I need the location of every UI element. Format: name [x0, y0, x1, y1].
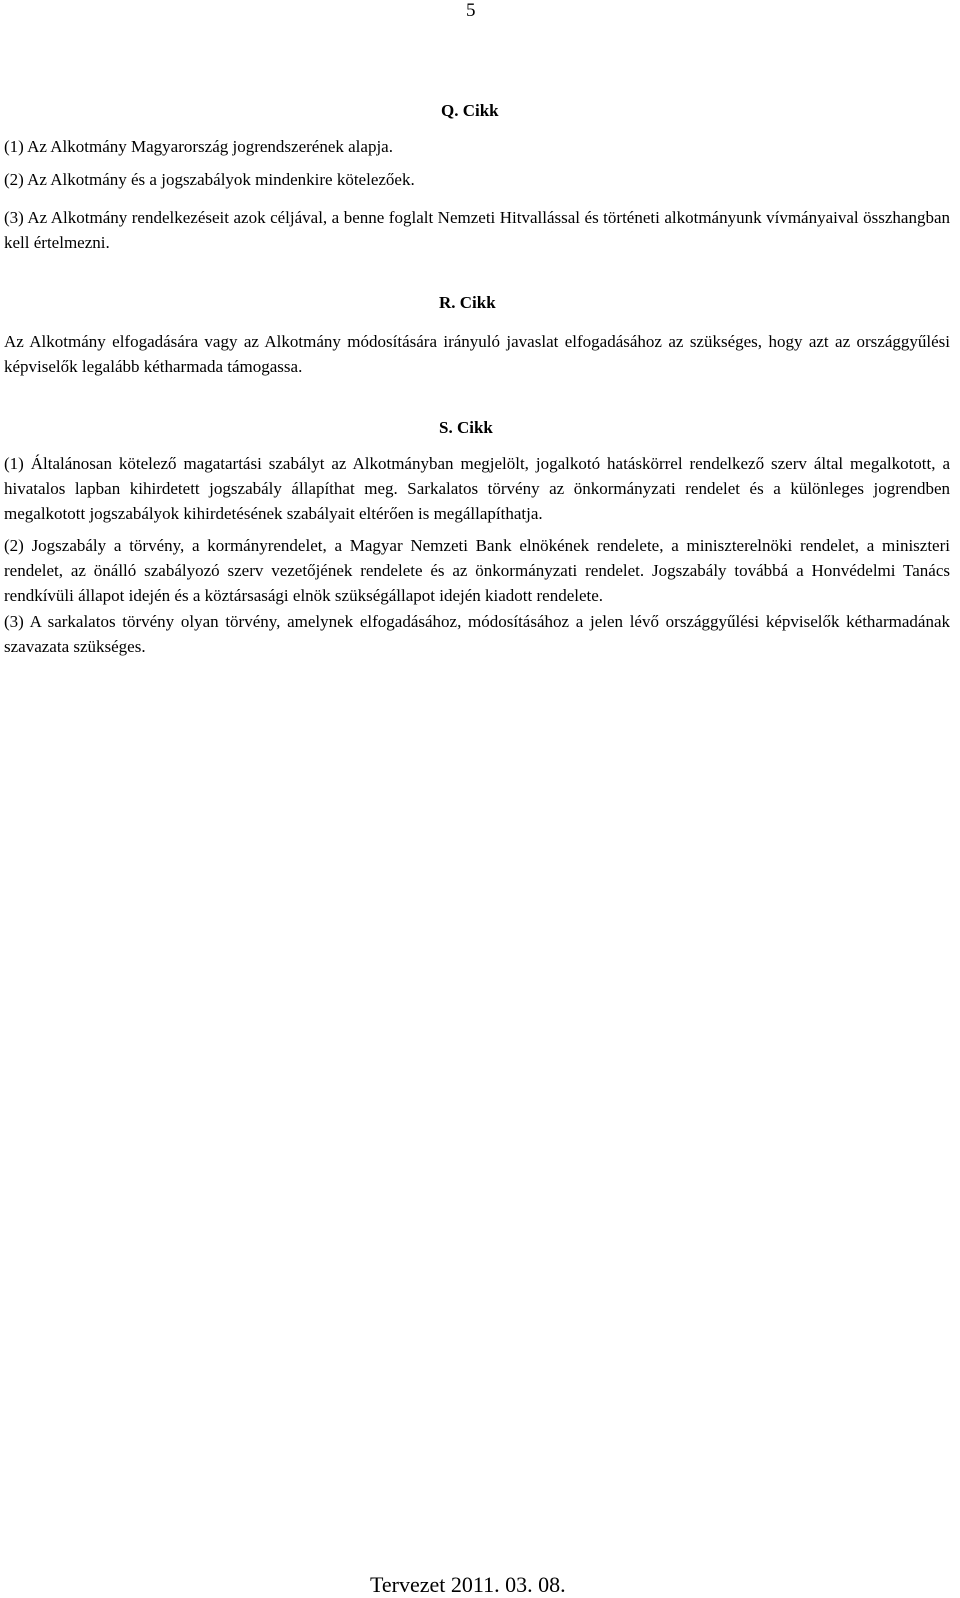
- page-number: 5: [466, 0, 476, 21]
- article-s-paragraph-1: (1) Általánosan kötelező magatartási szabályt az Alkotmányban megjelölt, jogalkotó hatáskörrel rendelkező szerv által megalkotott, a hivatalos lapban kihirdetett jogszabály állapíthat meg. Sarkalatos törvény az önkormányzati rendelet és a különleges jogrendben megalkotott jogszabályok kihirdetésének szabályait eltérően is megállapíthatja.: [4, 454, 950, 523]
- article-s-heading: S. Cikk: [439, 418, 493, 437]
- article-s-paragraph-3: (3) A sarkalatos törvény olyan törvény, amelynek elfogadásához, módosításához a jelen lévő országgyűlési képviselők kétharmadának szavazata szükséges.: [4, 612, 950, 656]
- footer-draft-date: Tervezet 2011. 03. 08.: [370, 1572, 566, 1597]
- article-q-paragraph-3: (3) Az Alkotmány rendelkezéseit azok céljával, a benne foglalt Nemzeti Hitvallással és történeti alkotmányunk vívmányaival összhangban kell értelmezni.: [4, 208, 950, 252]
- article-q-heading: Q. Cikk: [441, 101, 499, 120]
- article-r-paragraph-1: Az Alkotmány elfogadására vagy az Alkotmány módosítására irányuló javaslat elfogadásához az szükséges, hogy azt az országgyűlési képviselők legalább kétharmada támogassa.: [4, 332, 950, 376]
- article-q-paragraph-2: (2) Az Alkotmány és a jogszabályok mindenkire kötelezőek.: [4, 170, 415, 189]
- article-r-heading: R. Cikk: [439, 293, 496, 312]
- article-q-paragraph-1: (1) Az Alkotmány Magyarország jogrendszerének alapja.: [4, 137, 393, 156]
- article-s-paragraph-2: (2) Jogszabály a törvény, a kormányrendelet, a Magyar Nemzeti Bank elnökének rendelete, a miniszterelnöki rendelet, a miniszteri rendelet, az önálló szabályozó szerv vezetőjének rendelete és az önkormányzati rendelet. Jogszabály továbbá a Honvédelmi Tanács rendkívüli állapot idején és a köztársasági elnök szükségállapot idején kiadott rendelete.: [4, 536, 950, 605]
